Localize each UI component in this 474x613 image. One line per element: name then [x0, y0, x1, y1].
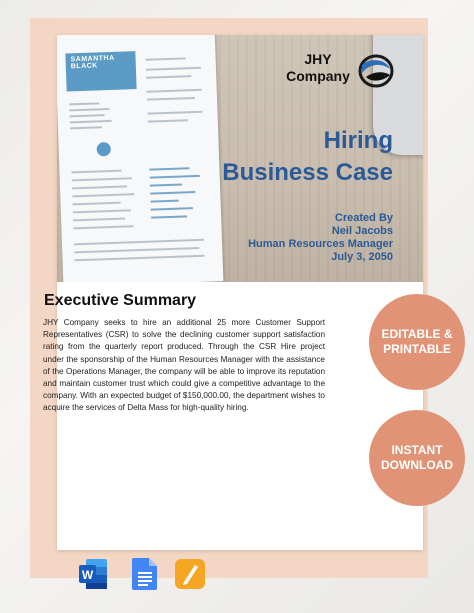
- google-docs-icon[interactable]: [130, 557, 160, 591]
- instant-download-badge: [369, 410, 465, 506]
- executive-summary-heading: Executive Summary: [44, 292, 197, 309]
- svg-text:W: W: [81, 568, 94, 582]
- swoosh-logo-icon: [356, 51, 396, 89]
- title-line-2: Business Case: [222, 159, 393, 186]
- editable-printable-badge: [369, 294, 465, 390]
- document-title: [222, 125, 393, 189]
- created-by-label: Created By: [334, 212, 393, 224]
- instant-badge-text: INSTANT DOWNLOAD: [381, 443, 453, 472]
- executive-summary-text: JHY Company seeks to hire an additional 25 more Customer Support Representatives (CSR) to solve the declining customer support satisfaction rating from the quarterly report produced. Through the CSR Hire project under the sponsorship of the Human Resources Manager with the assistance of the Operations Manager, the company will be able to improve its reputation and maintain customer trust which could give a competitive advantage to the company. With an expected budget of $150,000.00, the department wishes to acquire the services of Delta Mass for high-quality hiring.: [43, 318, 325, 413]
- cover-photo: [57, 35, 423, 282]
- author-role: Human Resources Manager: [248, 238, 393, 250]
- company-logo: [283, 51, 398, 101]
- apple-pages-icon[interactable]: [175, 557, 205, 591]
- company-name: JHY Company: [286, 51, 350, 84]
- author-name: Neil Jacobs: [331, 225, 393, 237]
- author-block: [248, 212, 393, 264]
- title-line-1: Hiring: [323, 127, 393, 154]
- editable-badge-text: EDITABLE & PRINTABLE: [381, 327, 453, 356]
- microsoft-word-icon[interactable]: [78, 557, 108, 591]
- photo-resume-mockup: [57, 35, 223, 282]
- photo-resume-name: SAMANTHA BLACK: [70, 54, 115, 71]
- document-date: July 3, 2050: [331, 251, 393, 263]
